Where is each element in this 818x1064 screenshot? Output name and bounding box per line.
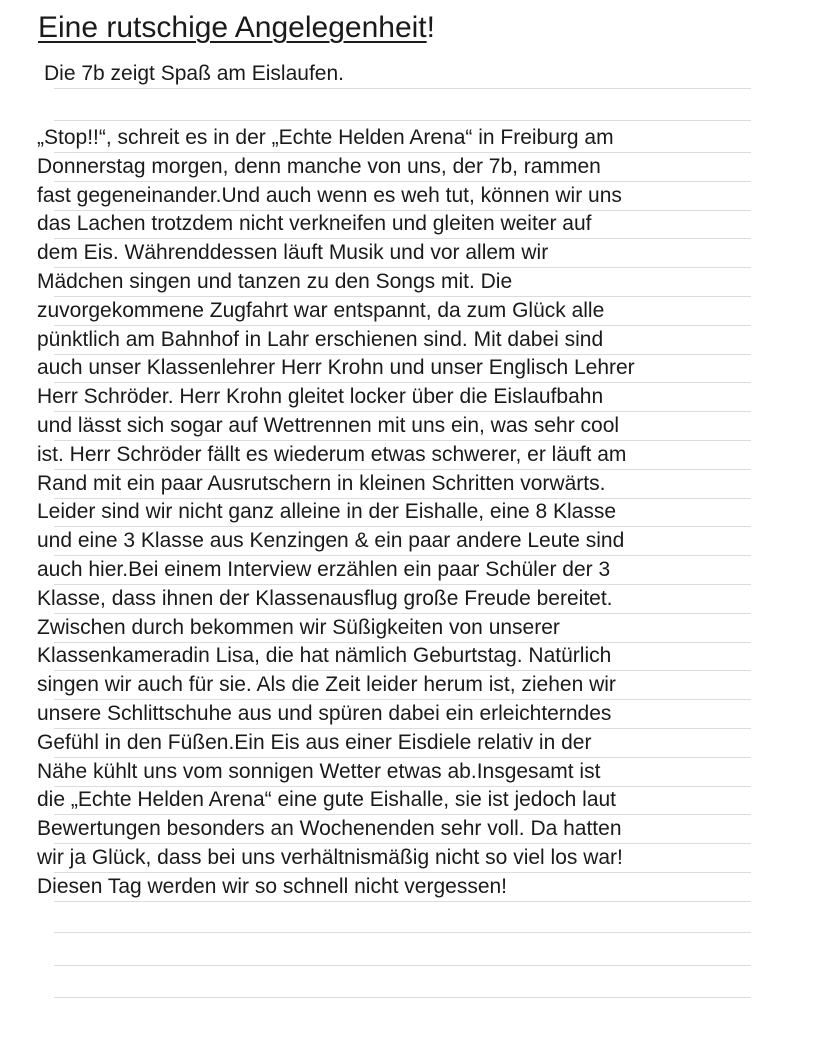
article-line: fast gegeneinander.Und auch wenn es weh tut, können wir uns [37, 183, 622, 207]
article-line: zuvorgekommene Zugfahrt war entspannt, da zum Glück alle [37, 298, 605, 322]
article-line: Nähe kühlt uns vom sonnigen Wetter etwas ab.Insgesamt ist [37, 759, 601, 783]
ruled-line [54, 997, 751, 998]
article-line: Klassenkameradin Lisa, die hat nämlich Geburtstag. Natürlich [37, 644, 612, 668]
article-line: dem Eis. Währenddessen läuft Musik und vor allem wir [37, 241, 549, 265]
article-line: singen wir auch für sie. Als die Zeit leider herum ist, ziehen wir [37, 673, 616, 697]
article-line: wir ja Glück, dass bei uns verhältnismäßig nicht so viel los war! [37, 845, 623, 869]
ruled-line [54, 88, 751, 89]
article-line: die „Echte Helden Arena“ eine gute Eishalle, sie ist jedoch laut [37, 788, 617, 812]
article-line: auch unser Klassenlehrer Herr Krohn und unser Englisch Lehrer [37, 356, 635, 380]
article-line: unsere Schlittschuhe aus und spüren dabei ein erleichterndes [37, 701, 612, 725]
article-line: auch hier.Bei einem Interview erzählen ein paar Schüler der 3 [37, 557, 611, 581]
article-line: und lässt sich sogar auf Wettrennen mit uns ein, was sehr cool [37, 413, 620, 437]
article-line: Herr Schröder. Herr Krohn gleitet locker über die Eislaufbahn [37, 385, 604, 409]
ruled-line [54, 120, 751, 121]
article-line: Diesen Tag werden wir so schnell nicht vergessen! [37, 874, 508, 898]
page-title-text: Eine rutschige Angelegenheit [38, 11, 427, 44]
article-line: Bewertungen besonders an Wochenenden sehr voll. Da hatten [37, 817, 622, 841]
page-title [38, 10, 435, 46]
article-line: Klasse, dass ihnen der Klassenausflug große Freude bereitet. [37, 586, 613, 610]
article-line: Zwischen durch bekommen wir Süßigkeiten von unserer [37, 615, 560, 639]
article-line: Mädchen singen und tanzen zu den Songs mit. Die [37, 269, 513, 293]
ruled-line [54, 932, 751, 933]
article-line: Gefühl in den Füßen.Ein Eis aus einer Eisdiele relativ in der [37, 730, 592, 754]
article-line: pünktlich am Bahnhof in Lahr erschienen sind. Mit dabei sind [37, 327, 604, 351]
article-line: das Lachen trotzdem nicht verkneifen und gleiten weiter auf [37, 212, 592, 236]
ruled-line [54, 965, 751, 966]
article-line: Donnerstag morgen, denn manche von uns, der 7b, rammen [37, 154, 601, 178]
page-title-exclamation: ! [426, 11, 435, 44]
article-line: und eine 3 Klasse aus Kenzingen & ein paar andere Leute sind [37, 529, 625, 553]
article-line: Leider sind wir nicht ganz alleine in der Eishalle, eine 8 Klasse [37, 500, 616, 524]
article-line: „Stop!!“, schreit es in der „Echte Helden Arena“ in Freiburg am [37, 126, 614, 149]
article-body [37, 124, 635, 902]
article-line: Rand mit ein paar Ausrutschern in kleinen Schritten vorwärts. [37, 471, 606, 495]
article-line: ist. Herr Schröder fällt es wiederum etwas schwerer, er läuft am [37, 442, 627, 466]
subtitle: Die 7b zeigt Spaß am Eislaufen. [44, 62, 344, 85]
